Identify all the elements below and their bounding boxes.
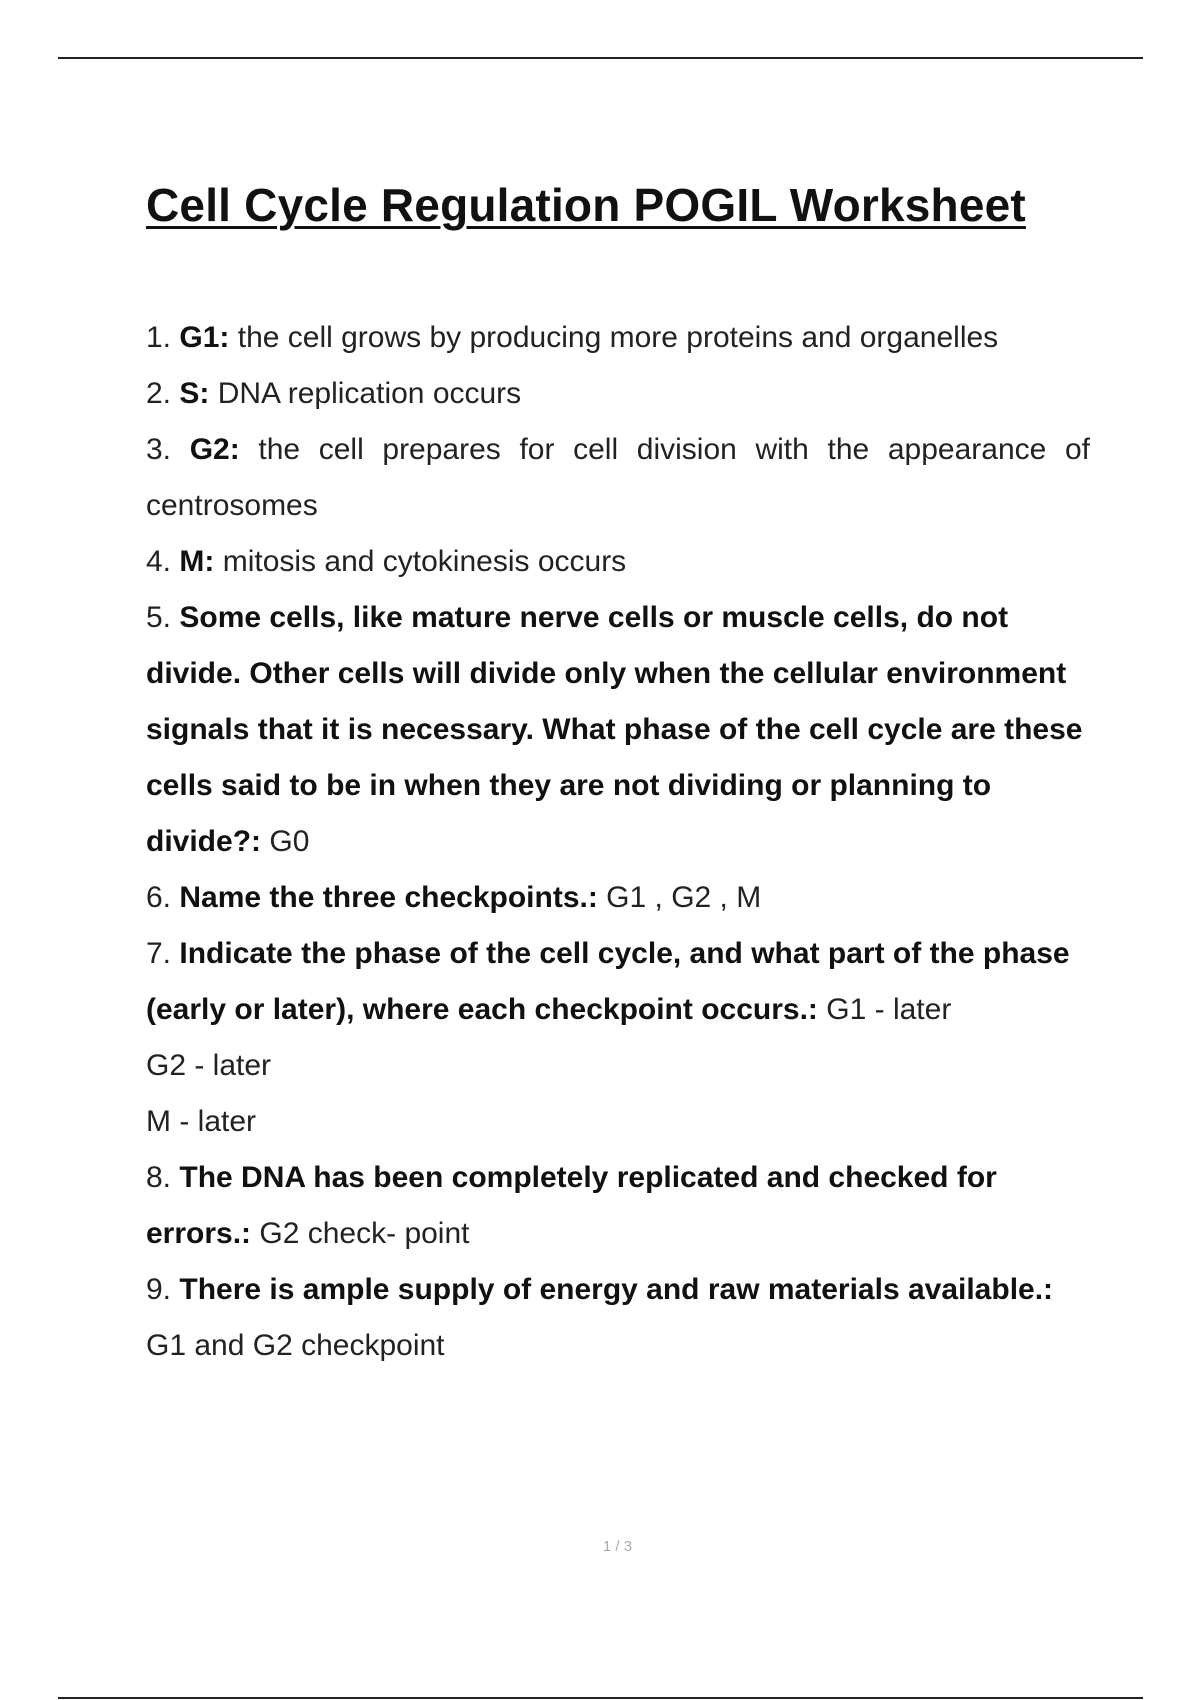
item-number: 6. — [146, 881, 172, 914]
item-question: There is ample supply of energy and raw materials available.: — [179, 1273, 1054, 1306]
list-item — [146, 1262, 1090, 1374]
item-number: 1. — [146, 321, 172, 354]
list-item — [146, 590, 1090, 870]
answer-line: M - later — [146, 1105, 257, 1138]
worksheet-content — [146, 310, 1090, 1374]
answer-line: G2 - later — [146, 1049, 272, 1082]
item-number: 7. — [146, 937, 172, 970]
bottom-rule — [58, 1697, 1143, 1699]
item-question: G2: — [189, 433, 240, 466]
page-indicator: 1 / 3 — [602, 1538, 633, 1555]
list-item — [146, 926, 1090, 1038]
item-question: G1: — [179, 321, 230, 354]
page-title: Cell Cycle Regulation POGIL Worksheet — [146, 179, 1026, 231]
list-item — [146, 870, 1090, 926]
item-number: 2. — [146, 377, 172, 410]
item-answer: G1 - later — [826, 993, 952, 1026]
list-item — [146, 1150, 1090, 1262]
item-question: Some cells, like mature nerve cells or muscle cells, do not divide. Other cells will divide only when the cellular environment signals that it is necessary. What phase of the cell cycle are these cells said to be in when they are not dividing or planning to divide?: — [146, 601, 1083, 858]
item-answer: G1 , G2 , M — [606, 881, 762, 914]
list-item — [146, 534, 1090, 590]
item-question: Indicate the phase of the cell cycle, and what part of the phase (early or later), where each checkpoint occurs.: — [146, 937, 1070, 1026]
item-question: Name the three checkpoints.: — [179, 881, 598, 914]
item-answer: G1 and G2 checkpoint — [146, 1329, 445, 1362]
item-question: The DNA has been completely replicated and checked for errors.: — [146, 1161, 997, 1250]
item-answer: G2 check- point — [259, 1217, 470, 1250]
item-question: S: — [179, 377, 210, 410]
list-item — [146, 310, 1090, 366]
list-item — [146, 422, 1090, 534]
item-answer: the cell grows by producing more proteins and organelles — [237, 321, 999, 354]
item-number: 3. — [146, 433, 172, 466]
top-rule — [58, 57, 1143, 59]
item-number: 8. — [146, 1161, 172, 1194]
item-number: 5. — [146, 601, 172, 634]
item-answer: mitosis and cytokinesis occurs — [222, 545, 627, 578]
item-question: M: — [179, 545, 215, 578]
item-number: 4. — [146, 545, 172, 578]
item-number: 9. — [146, 1273, 172, 1306]
item-answer: G0 — [269, 825, 310, 858]
item-answer: DNA replication occurs — [217, 377, 522, 410]
list-item — [146, 366, 1090, 422]
item-answer: the cell prepares for cell division with the appearance of centrosomes — [146, 433, 1090, 522]
